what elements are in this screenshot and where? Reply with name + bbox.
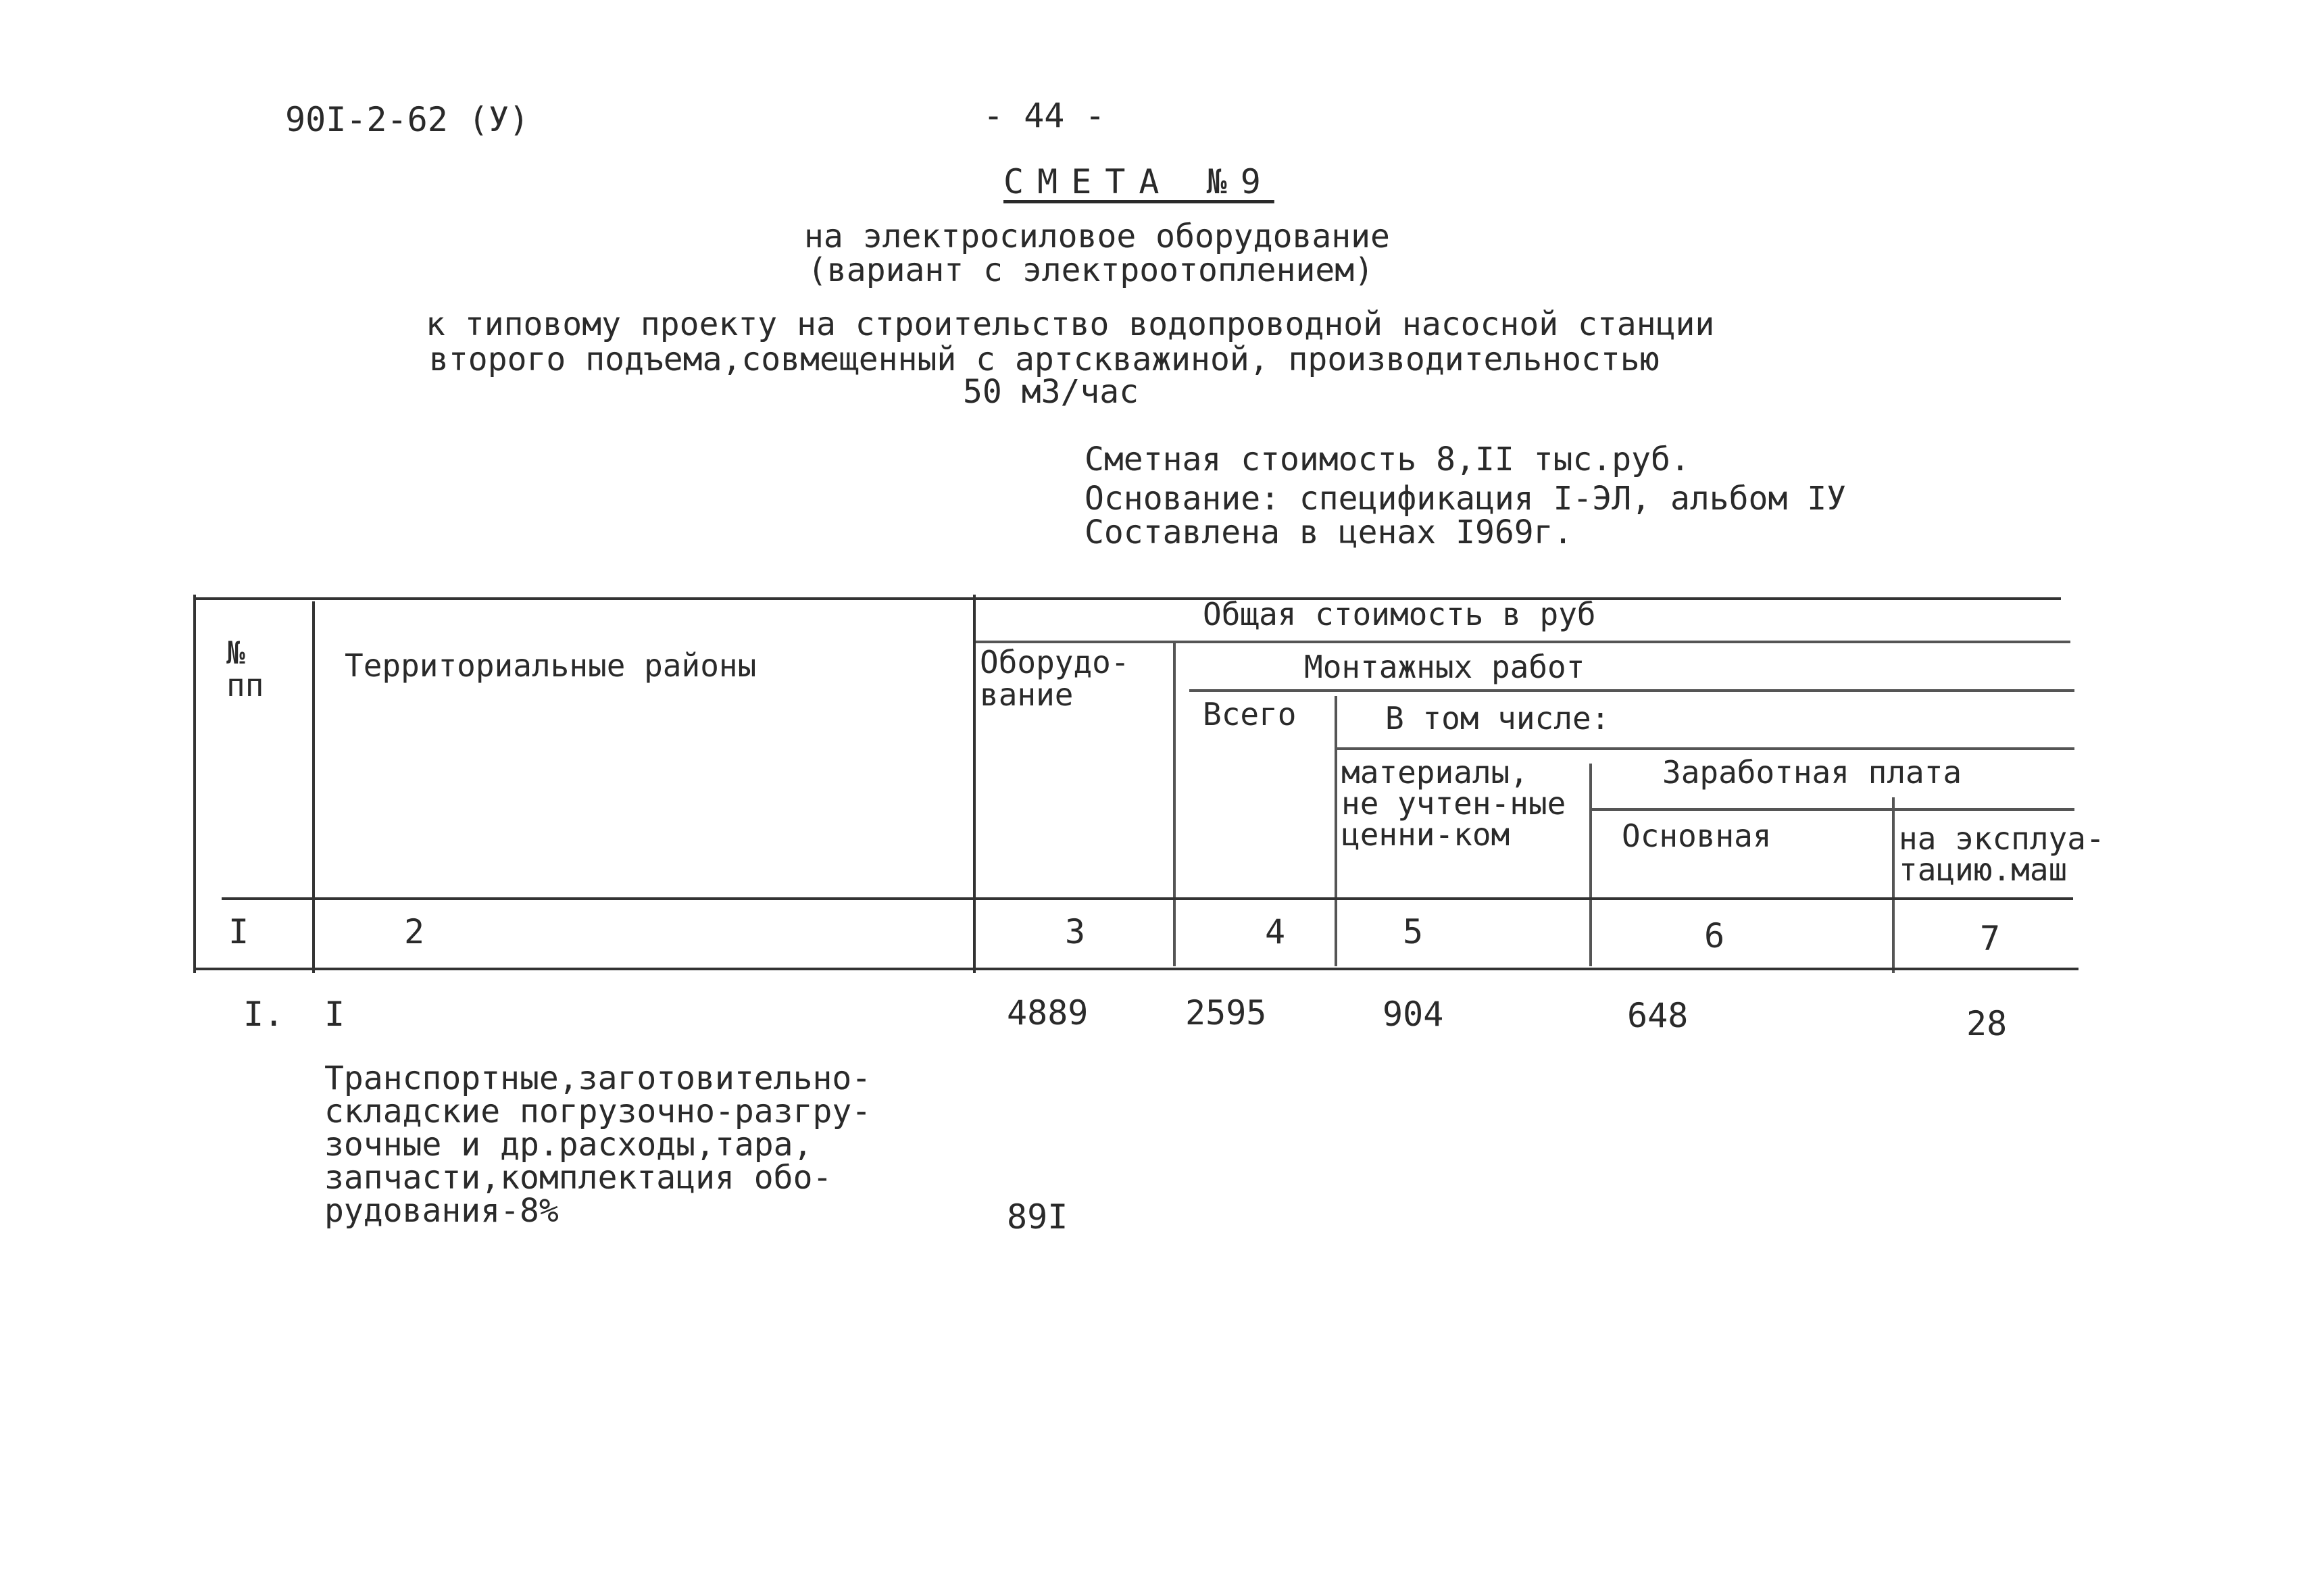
header-installation: Монтажных работ xyxy=(1304,649,1585,685)
document-code: 90I-2-62 (У) xyxy=(285,100,530,139)
col-number-2: 2 xyxy=(404,912,425,951)
estimate-title: СМЕТА №9 xyxy=(1003,162,1274,201)
title-line-2: (вариант с электроотоплением) xyxy=(807,251,1374,289)
title-line-4: второго подъема,совмещенный с артскважиной, производительностью xyxy=(429,341,1660,378)
note-text: Транспортные,заготовительно-складские погрузочно-разгру-зочные и др.расходы,тара, запчасти,комплектация обо-рудования-8% xyxy=(324,1059,872,1230)
header-operation: на эксплуа-тацию.маш xyxy=(1899,823,2105,888)
row-basic: 648 xyxy=(1627,996,1689,1035)
row-equipment: 4889 xyxy=(1007,993,1089,1032)
header-including: В том числе: xyxy=(1385,700,1610,737)
col-number-6: 6 xyxy=(1704,916,1725,955)
title-line-5: 50 м3/час xyxy=(963,373,1139,411)
header-regions: Территориальные районы xyxy=(345,647,757,684)
row-materials: 904 xyxy=(1383,995,1444,1034)
row-all: 2595 xyxy=(1185,993,1267,1032)
page-number: - 44 - xyxy=(983,96,1105,135)
estimated-cost: Сметная стоимость 8,II тыс.руб. xyxy=(1085,441,1690,478)
price-basis: Составлена в ценах I969г. xyxy=(1085,514,1573,551)
header-wages: Заработная плата xyxy=(1662,754,1962,791)
col-number-7: 7 xyxy=(1980,919,2001,958)
row-operation: 28 xyxy=(1966,1004,2008,1043)
header-equipment: Оборудо-вание xyxy=(980,644,1130,714)
header-num: № пп xyxy=(226,634,264,704)
col-number-4: 4 xyxy=(1265,912,1286,951)
basis: Основание: спецификация I-ЭЛ, альбом IУ xyxy=(1085,480,1847,518)
col-number-3: 3 xyxy=(1065,912,1086,951)
header-total-cost: Общая стоимость в руб xyxy=(1203,596,1596,632)
row-num: I. xyxy=(243,995,284,1034)
title-line-1: на электросиловое оборудование xyxy=(804,218,1390,255)
header-materials: материалы, не учтен-ные ценни-ком xyxy=(1341,754,1566,853)
note-value: 89I xyxy=(1007,1197,1068,1237)
col-number-5: 5 xyxy=(1403,912,1424,951)
header-all: Всего xyxy=(1203,696,1297,732)
row-region: I xyxy=(324,995,345,1034)
title-line-3: к типовому проекту на строительство водопроводной насосной станции xyxy=(426,305,1715,343)
header-basic: Основная xyxy=(1622,818,1772,854)
col-number-1: I xyxy=(228,912,249,951)
